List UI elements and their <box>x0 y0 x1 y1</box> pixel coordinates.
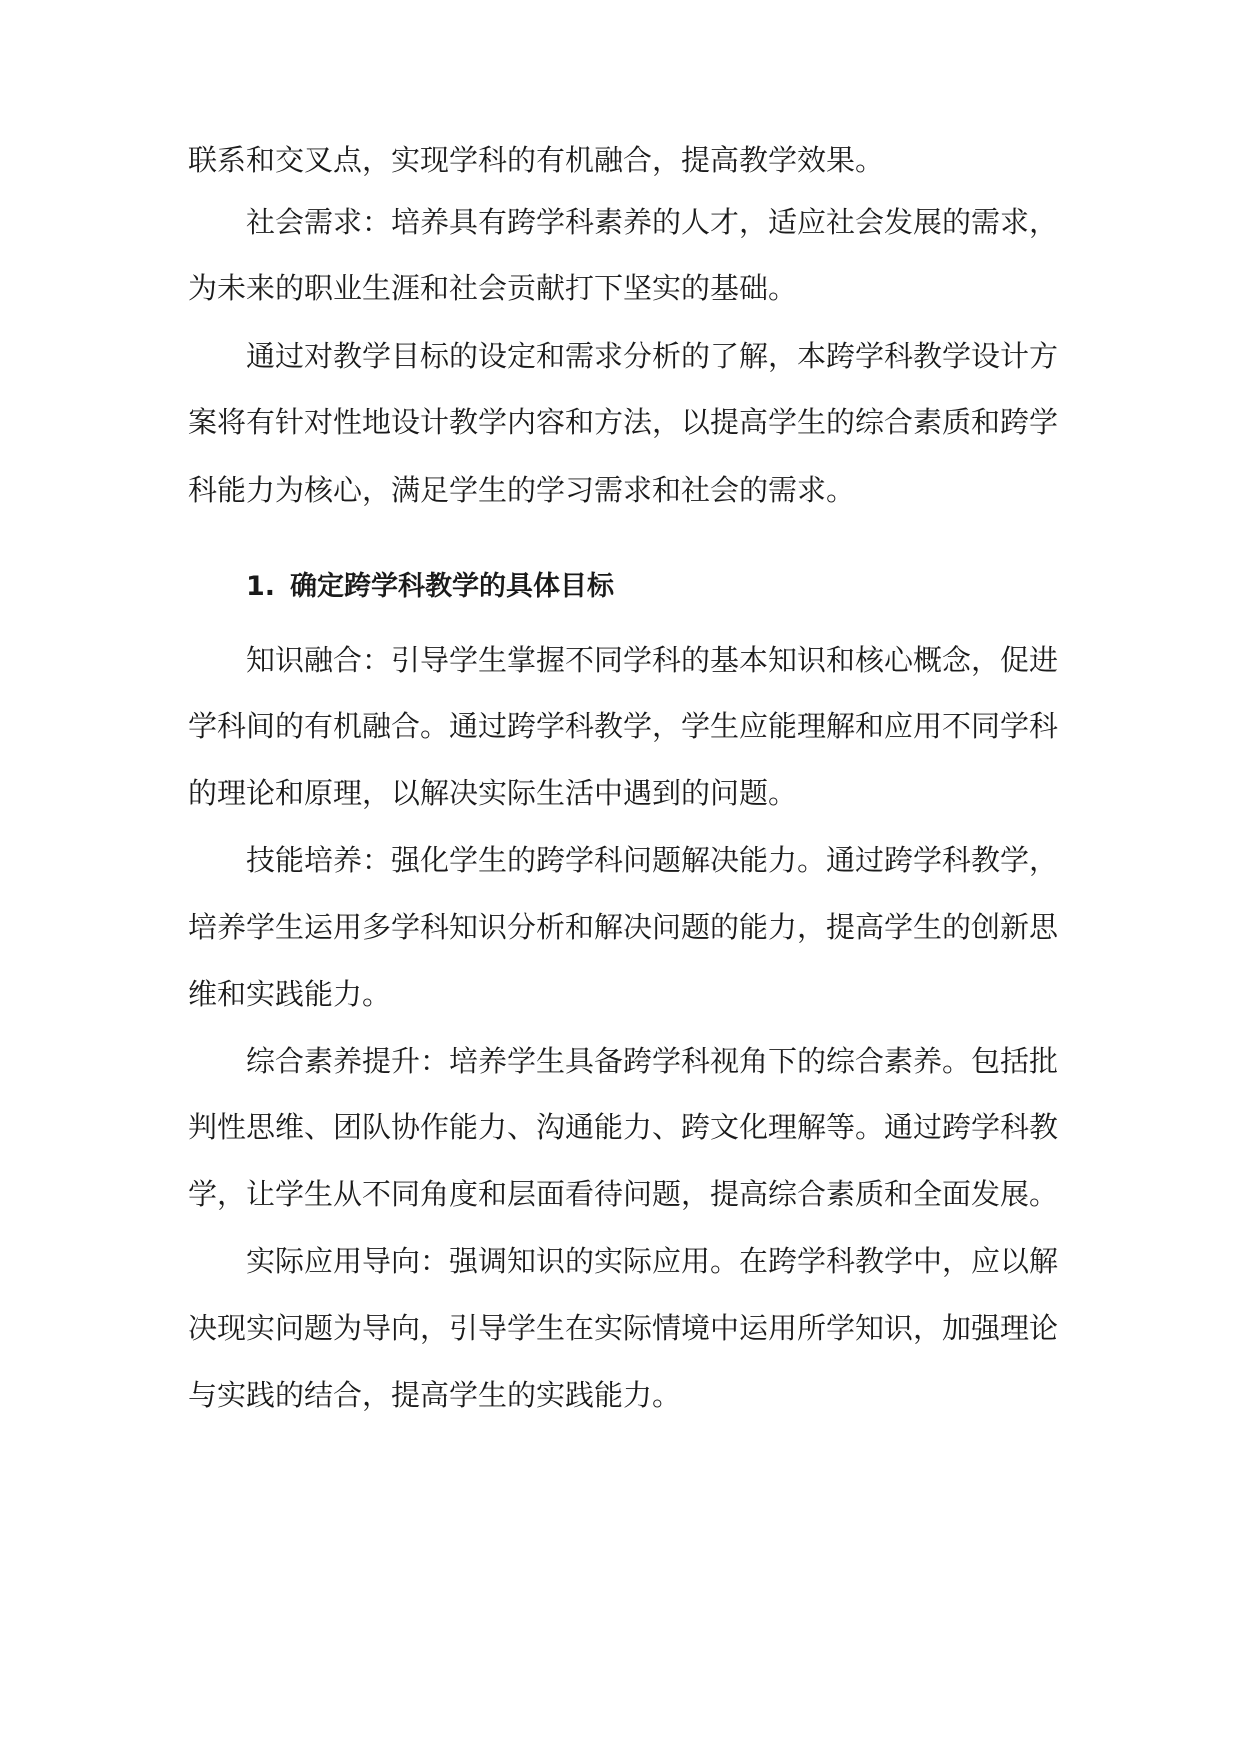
summary-paragraph-line-3: 科能力为核心，满足学生的学习需求和社会的需求。 <box>188 473 856 507</box>
literacy-improvement-line-3: 学，让学生从不同角度和层面看待问题，提高综合素质和全面发展。 <box>188 1177 1059 1211</box>
knowledge-integration-line-1: 知识融合：引导学生掌握不同学科的基本知识和核心概念，促进 <box>246 643 1059 677</box>
section-heading-text: 确定跨学科教学的具体目标 <box>290 571 614 602</box>
skill-development-line-1: 技能培养：强化学生的跨学科问题解决能力。通过跨学科教学， <box>246 843 1059 877</box>
section-heading <box>246 567 614 607</box>
practical-application-line-2: 决现实问题为导向，引导学生在实际情境中运用所学知识，加强理论 <box>188 1311 1059 1345</box>
skill-development-line-2: 培养学生运用多学科知识分析和解决问题的能力，提高学生的创新思 <box>188 910 1059 944</box>
literacy-improvement-line-1: 综合素养提升：培养学生具备跨学科视角下的综合素养。包括批 <box>246 1044 1059 1078</box>
summary-paragraph-line-1: 通过对教学目标的设定和需求分析的了解，本跨学科教学设计方 <box>246 339 1059 373</box>
literacy-improvement-line-2: 判性思维、团队协作能力、沟通能力、跨文化理解等。通过跨学科教 <box>188 1110 1059 1144</box>
knowledge-integration-line-3: 的理论和原理，以解决实际生活中遇到的问题。 <box>188 776 798 810</box>
skill-development-line-3: 维和实践能力。 <box>188 977 392 1011</box>
section-heading-number: 1. <box>246 571 276 602</box>
social-needs-paragraph-line-2: 为未来的职业生涯和社会贡献打下坚实的基础。 <box>188 271 798 305</box>
social-needs-paragraph-line-1: 社会需求：培养具有跨学科素养的人才，适应社会发展的需求， <box>246 205 1059 239</box>
knowledge-integration-line-2: 学科间的有机融合。通过跨学科教学，学生应能理解和应用不同学科 <box>188 709 1059 743</box>
summary-paragraph-line-2: 案将有针对性地设计教学内容和方法，以提高学生的综合素质和跨学 <box>188 405 1059 439</box>
paragraph-continuation-line: 联系和交叉点，实现学科的有机融合，提高教学效果。 <box>188 143 885 177</box>
practical-application-line-1: 实际应用导向：强调知识的实际应用。在跨学科教学中，应以解 <box>246 1244 1059 1278</box>
practical-application-line-3: 与实践的结合，提高学生的实践能力。 <box>188 1378 682 1412</box>
